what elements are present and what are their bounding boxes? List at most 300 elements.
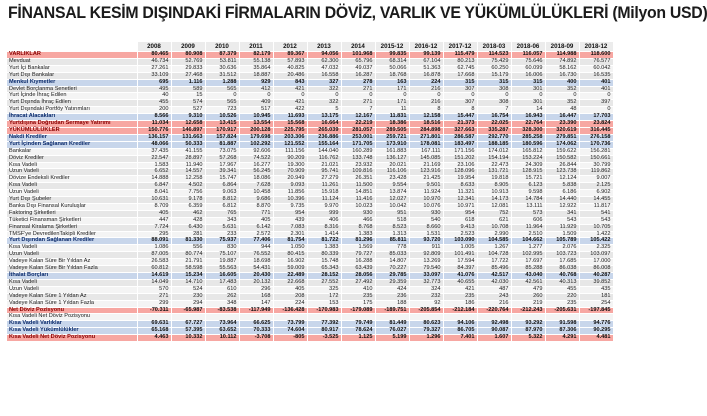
table-cell: 1.383 [341,231,375,238]
table-cell: -197.845 [579,307,613,314]
table-cell: 65.796 [341,58,375,65]
table-cell: 87.306 [545,328,579,335]
table-cell: 14.807 [375,259,409,266]
table-cell: 1.583 [137,162,171,169]
table-cell: 80.774 [171,252,205,259]
table-cell: 23.824 [579,121,613,128]
table-cell: 200.128 [239,127,273,134]
table-cell: 21.791 [171,259,205,266]
table-cell: 17.668 [443,72,477,79]
table-cell: 771 [239,210,273,217]
table-cell: 84.397 [443,266,477,273]
table-cell: 14.455 [579,197,613,204]
column-header-period: 2011 [239,42,273,52]
table-cell: -189.751 [375,307,409,314]
table-cell: 80.623 [409,321,443,328]
table-cell: 53.811 [205,58,239,65]
row-label: Vadeye Kalan Süre 1 Yıldan Fazla [7,300,137,307]
table-cell: 99.835 [375,52,409,59]
table-cell: 26.583 [137,259,171,266]
row-label: YÜKÜMLÜLÜKLER [7,127,137,134]
table-cell: 12.027 [375,197,409,204]
table-cell: 80.908 [171,52,205,59]
table-cell: 41.155 [171,148,205,155]
table-cell: 150.582 [545,155,579,162]
table-cell: -179.089 [341,307,375,314]
table-cell: 79.327 [409,328,443,335]
row-label: Uzun Vadeli [7,190,137,197]
table-cell: 2.076 [545,245,579,252]
table-cell: 15.747 [205,176,239,183]
table-cell: 315 [511,79,545,86]
table-cell: 35.864 [239,65,273,72]
table-cell: 31.512 [205,72,239,79]
row-label: Faktoring Şirketleri [7,210,137,217]
table-cell: 22.025 [477,121,511,128]
table-cell: 80.339 [307,252,341,259]
table-cell: 0 [307,93,341,100]
row-label: Kısa Vadeli [7,162,137,169]
column-header-period: 2018-12 [579,42,613,52]
table-cell: 154.194 [477,155,511,162]
table-cell: 2.572 [239,231,273,238]
table-cell: 7.401 [443,335,477,342]
table-cell: 86.008 [579,266,613,273]
table-cell: 52.769 [171,58,205,65]
table-cell: 285.258 [511,134,545,141]
table-cell: 405 [137,210,171,217]
table-cell: 7.724 [137,224,171,231]
row-label: Kısa Vadeli Net Döviz Pozisyonu [7,335,137,342]
table-cell: 16.447 [545,114,579,121]
table-row [7,176,613,183]
table-cell: 352 [545,100,579,107]
table-cell: 8 [409,107,443,114]
table-cell: 81.330 [171,238,205,245]
table-row [7,86,613,93]
table-cell: 86.038 [545,266,579,273]
table-cell: 27.468 [171,72,205,79]
table-cell: -805 [273,335,307,342]
table-cell: 10.332 [171,335,205,342]
table-cell: 103.090 [443,238,477,245]
table-cell: 42.030 [477,279,511,286]
table-cell: 75.429 [477,58,511,65]
table-cell: 80.917 [307,328,341,335]
table-cell: 5.322 [511,335,545,342]
table-cell: 8.041 [137,190,171,197]
table-cell: 40.768 [545,273,579,280]
table-cell: 57.893 [273,58,307,65]
table-cell: 16.943 [511,114,545,121]
table-row [7,169,613,176]
table-cell: 397 [579,100,613,107]
table-cell: 60.099 [511,65,545,72]
table-row [7,210,613,217]
table-cell: 163 [375,79,409,86]
table-cell: 28.152 [307,273,341,280]
table-cell: 421 [443,286,477,293]
table-cell: 27.492 [341,279,375,286]
table-cell: 284.898 [409,127,443,134]
table-cell: 157.824 [205,134,239,141]
table-cell: 220 [545,293,579,300]
table-row [7,252,613,259]
table-cell: 69.631 [137,321,171,328]
table-cell: 29.833 [171,65,205,72]
table-cell: 11.831 [375,114,409,121]
table-cell: 236.886 [307,134,341,141]
table-cell: -83.538 [205,307,239,314]
table-cell: 292.770 [477,134,511,141]
table-cell: 175 [341,300,375,307]
table-cell: 235 [545,300,579,307]
table-row [7,203,613,210]
table-cell: 66.625 [239,321,273,328]
table-cell: 8.870 [239,203,273,210]
table-cell: 0 [545,93,579,100]
table-cell: 29.785 [375,273,409,280]
table-row [7,72,613,79]
table-cell: 16.878 [409,72,443,79]
table-cell: 570 [137,286,171,293]
table-cell: 2.325 [579,245,613,252]
table-cell: 1.509 [545,231,579,238]
table-cell: 327 [307,79,341,86]
table-cell: 322 [307,100,341,107]
table-cell: 17.000 [579,259,613,266]
table-cell: 335.287 [477,127,511,134]
table-cell: 101.491 [443,252,477,259]
table-cell: 37.435 [137,148,171,155]
table-cell: 5.199 [375,335,409,342]
table-cell: 18.698 [239,259,273,266]
table-cell: 951 [375,210,409,217]
table-cell: 85.811 [375,238,409,245]
row-label: Yurt İçi Bankalar [7,65,137,72]
table-cell: 51.363 [409,65,443,72]
table-cell: 18.086 [239,176,273,183]
table-cell: 144.040 [307,148,341,155]
table-row [7,273,613,280]
table-cell: 254 [579,300,613,307]
table-cell: 12.124 [545,176,579,183]
table-cell: 151.202 [443,155,477,162]
table-cell: 289.505 [375,127,409,134]
row-label: Yurt Dışı Bankalar [7,72,137,79]
table-cell: 11.416 [341,197,375,204]
table-cell: 7.756 [171,190,205,197]
table-cell: 15.748 [307,259,341,266]
table-row [7,52,613,59]
table-cell: 171 [375,86,409,93]
table-cell: 29.359 [375,279,409,286]
table-row [7,155,613,162]
table-cell: 621 [477,217,511,224]
table-cell: 133.748 [341,155,375,162]
table-cell: 0 [579,107,613,114]
table-cell: 589 [171,86,205,93]
table-cell: 146.897 [171,127,205,134]
table-cell: 16.754 [477,114,511,121]
table-cell: 8.566 [137,114,171,121]
table-row [7,224,613,231]
table-cell: 87.005 [137,252,171,259]
table-cell: 80.415 [273,252,307,259]
table-cell: 178.081 [409,141,443,148]
row-label: Yurtdışına Doğrudan Sermaye Yatırımı [7,121,137,128]
table-cell: 81.449 [375,321,409,328]
table-cell: 315 [477,79,511,86]
table-cell: 40.287 [579,273,613,280]
table-cell: 13.269 [409,259,443,266]
row-label: Dövize Endeksli Krediler [7,176,137,183]
table-cell: 165.812 [511,148,545,155]
table-cell: 543 [545,217,579,224]
table-cell: 75.646 [511,58,545,65]
table-cell: 301 [511,86,545,93]
page-title: FİNANSAL KESİM DIŞINDAKİ FİRMALARIN DÖVİZ, VARLIK VE YÜKÜMLÜLÜKLERİ (Milyon USD) [8,4,707,22]
table-cell: 1.569 [341,245,375,252]
table-cell: 428 [171,217,205,224]
table-row [7,266,613,273]
table-cell: 13.111 [511,203,545,210]
table-cell: 33.097 [409,273,443,280]
table-cell: 30.636 [205,65,239,72]
table-cell: 147 [239,300,273,307]
table-cell: 16.605 [205,273,239,280]
column-header-period: 2008 [137,42,171,52]
table-cell: 70.227 [375,266,409,273]
table-cell: 455 [545,286,579,293]
table-cell: 22.489 [273,273,307,280]
table-cell: 50.333 [171,141,205,148]
table-cell: 9.686 [239,197,273,204]
table-cell: 8.905 [477,183,511,190]
table-cell: -70.311 [137,307,171,314]
row-label: Kısa Vadeli Varlıklar [7,321,137,328]
table-cell: 9.598 [511,190,545,197]
table-cell: 9.093 [273,183,307,190]
table-cell: -205.854 [409,307,443,314]
table-cell: 20.949 [273,176,307,183]
table-cell: 556 [171,245,205,252]
table-cell: 92.606 [239,148,273,155]
table-cell: 235 [443,293,477,300]
table-cell: 40.313 [545,279,579,286]
row-label: Uzun Vadeli [7,252,137,259]
table-cell: 17.697 [511,259,545,266]
table-cell: 21.169 [409,162,443,169]
table-cell: 479 [511,286,545,293]
table-cell: 7.083 [273,224,307,231]
table-row [7,279,613,286]
table-cell: 543 [579,217,613,224]
table-cell: 224 [273,300,307,307]
table-cell: 90.209 [273,155,307,162]
table-cell: 94.776 [579,321,613,328]
table-cell: 104.728 [477,252,511,259]
table-cell: 271 [341,86,375,93]
table-cell: 2.301 [273,231,307,238]
table-cell: 74.522 [239,155,273,162]
table-cell: 43.040 [511,273,545,280]
table-cell: 8.523 [375,224,409,231]
table-cell: 0 [579,93,613,100]
table-cell: 10.526 [205,114,239,121]
table-cell: 116.106 [375,169,409,176]
table-cell: 75.937 [205,238,239,245]
table-cell: 73.799 [273,321,307,328]
table-cell: 12.167 [341,114,375,121]
table-cell: 55.138 [239,58,273,65]
table-cell: 610 [205,286,239,293]
table-cell: 23.428 [375,176,409,183]
table-cell: 40.825 [273,65,307,72]
table-cell: 70.909 [273,169,307,176]
table-cell: 17.703 [579,114,613,121]
table-cell: 19.818 [477,176,511,183]
table-cell: 78.624 [341,328,375,335]
table-row [7,321,613,328]
table-cell: 22.764 [511,121,545,128]
table-cell: 11.261 [307,183,341,190]
row-label: İthalat Borçları [7,273,137,280]
table-cell: 18.386 [375,121,409,128]
table-cell: 114.523 [477,52,511,59]
table-cell: 0 [341,93,375,100]
column-header-period: 2018-09 [545,42,579,52]
table-cell: 1.414 [307,231,341,238]
table-cell: 17.594 [443,259,477,266]
fx-assets-liabilities-table [7,42,614,342]
table-cell: 18.768 [375,72,409,79]
table-cell: 153 [307,300,341,307]
table-cell: 271 [341,100,375,107]
table-cell: 58.598 [171,266,205,273]
table-cell: 30.799 [579,162,613,169]
table-cell: 13.415 [205,121,239,128]
table-cell: 94.056 [307,52,341,59]
column-header-period: 2016-12 [409,42,443,52]
table-row [7,300,613,307]
table-cell: 518 [375,217,409,224]
table-cell: 10.945 [239,114,273,121]
table-cell: 93.720 [409,238,443,245]
table-cell: 11.500 [341,183,375,190]
table-row [7,197,613,204]
row-label: Tüketici Finansman Şirketleri [7,217,137,224]
table-cell: 294 [171,300,205,307]
table-cell: 271.801 [409,134,443,141]
table-cell: 10.970 [409,197,443,204]
table-cell: 10.971 [443,203,477,210]
table-cell: 224 [409,79,443,86]
table-cell: 14.440 [545,197,579,204]
table-cell: 295 [137,231,171,238]
table-cell: 174.012 [477,148,511,155]
table-cell: 225.795 [273,127,307,134]
table-cell: 57.395 [171,328,205,335]
table-cell: 58.162 [545,65,579,72]
table-cell: 6.186 [545,190,579,197]
table-cell: 74.892 [545,58,579,65]
table-cell: 911 [409,245,443,252]
table-cell: 23.106 [443,162,477,169]
table-cell: 765 [205,210,239,217]
table-cell: 9.501 [409,183,443,190]
table-cell: 11.693 [273,114,307,121]
table-cell: 1.086 [137,245,171,252]
table-cell: 495 [137,86,171,93]
table-cell: 262 [205,293,239,300]
table-cell: 20.486 [273,72,307,79]
table-cell: 6.123 [511,183,545,190]
table-cell: 308 [477,100,511,107]
table-cell: 39.341 [205,169,239,176]
table-cell: 28.056 [341,273,375,280]
table-cell: 233 [205,231,239,238]
table-cell: 39.852 [579,279,613,286]
table-cell: 80.213 [443,58,477,65]
table-cell: 99.139 [409,52,443,59]
table-cell: 230 [171,293,205,300]
table-cell: 0 [375,93,409,100]
table-cell: 68.314 [375,58,409,65]
table-cell: 6.902 [579,190,613,197]
table-cell: 5 [307,107,341,114]
table-body [7,52,613,342]
table-cell: 11.964 [511,224,545,231]
table-cell: 565 [205,86,239,93]
table-cell: 87.970 [511,328,545,335]
table-cell: 0 [477,93,511,100]
table-cell: 778 [375,245,409,252]
table-cell: 102.995 [511,252,545,259]
table-cell: 930 [341,210,375,217]
table-cell: 92.809 [409,252,443,259]
table-cell: 0 [239,93,273,100]
table-cell: 8.316 [307,224,341,231]
table-cell: 11.034 [137,121,171,128]
table-cell: 308 [477,86,511,93]
table-cell: 843 [273,79,307,86]
row-label: Menkul Kıymetler [7,79,137,86]
table-cell: 16.664 [307,121,341,128]
table-cell: 243 [477,293,511,300]
table-cell: 1.313 [375,231,409,238]
table-cell: 260 [511,293,545,300]
table-cell: -117.949 [239,307,273,314]
table-cell: 13.554 [239,121,273,128]
table-cell: 348 [205,300,239,307]
table-cell: 12.258 [171,176,205,183]
table-cell: 188 [375,300,409,307]
table-cell: 181 [579,293,613,300]
table-cell: 6.430 [171,224,205,231]
table-cell: 40 [137,93,171,100]
table-cell: 405 [273,286,307,293]
row-label: Banka Dışı Finansal Kuruluşlar [7,203,137,210]
column-header-period: 2017-12 [443,42,477,52]
table-cell: 11 [375,107,409,114]
table-cell: 13.874 [375,190,409,197]
table-cell: 16.288 [341,259,375,266]
table-cell: 8.812 [205,197,239,204]
table-cell: 22.668 [273,279,307,286]
table-cell: 7 [341,107,375,114]
column-header-period: 2010 [205,42,239,52]
